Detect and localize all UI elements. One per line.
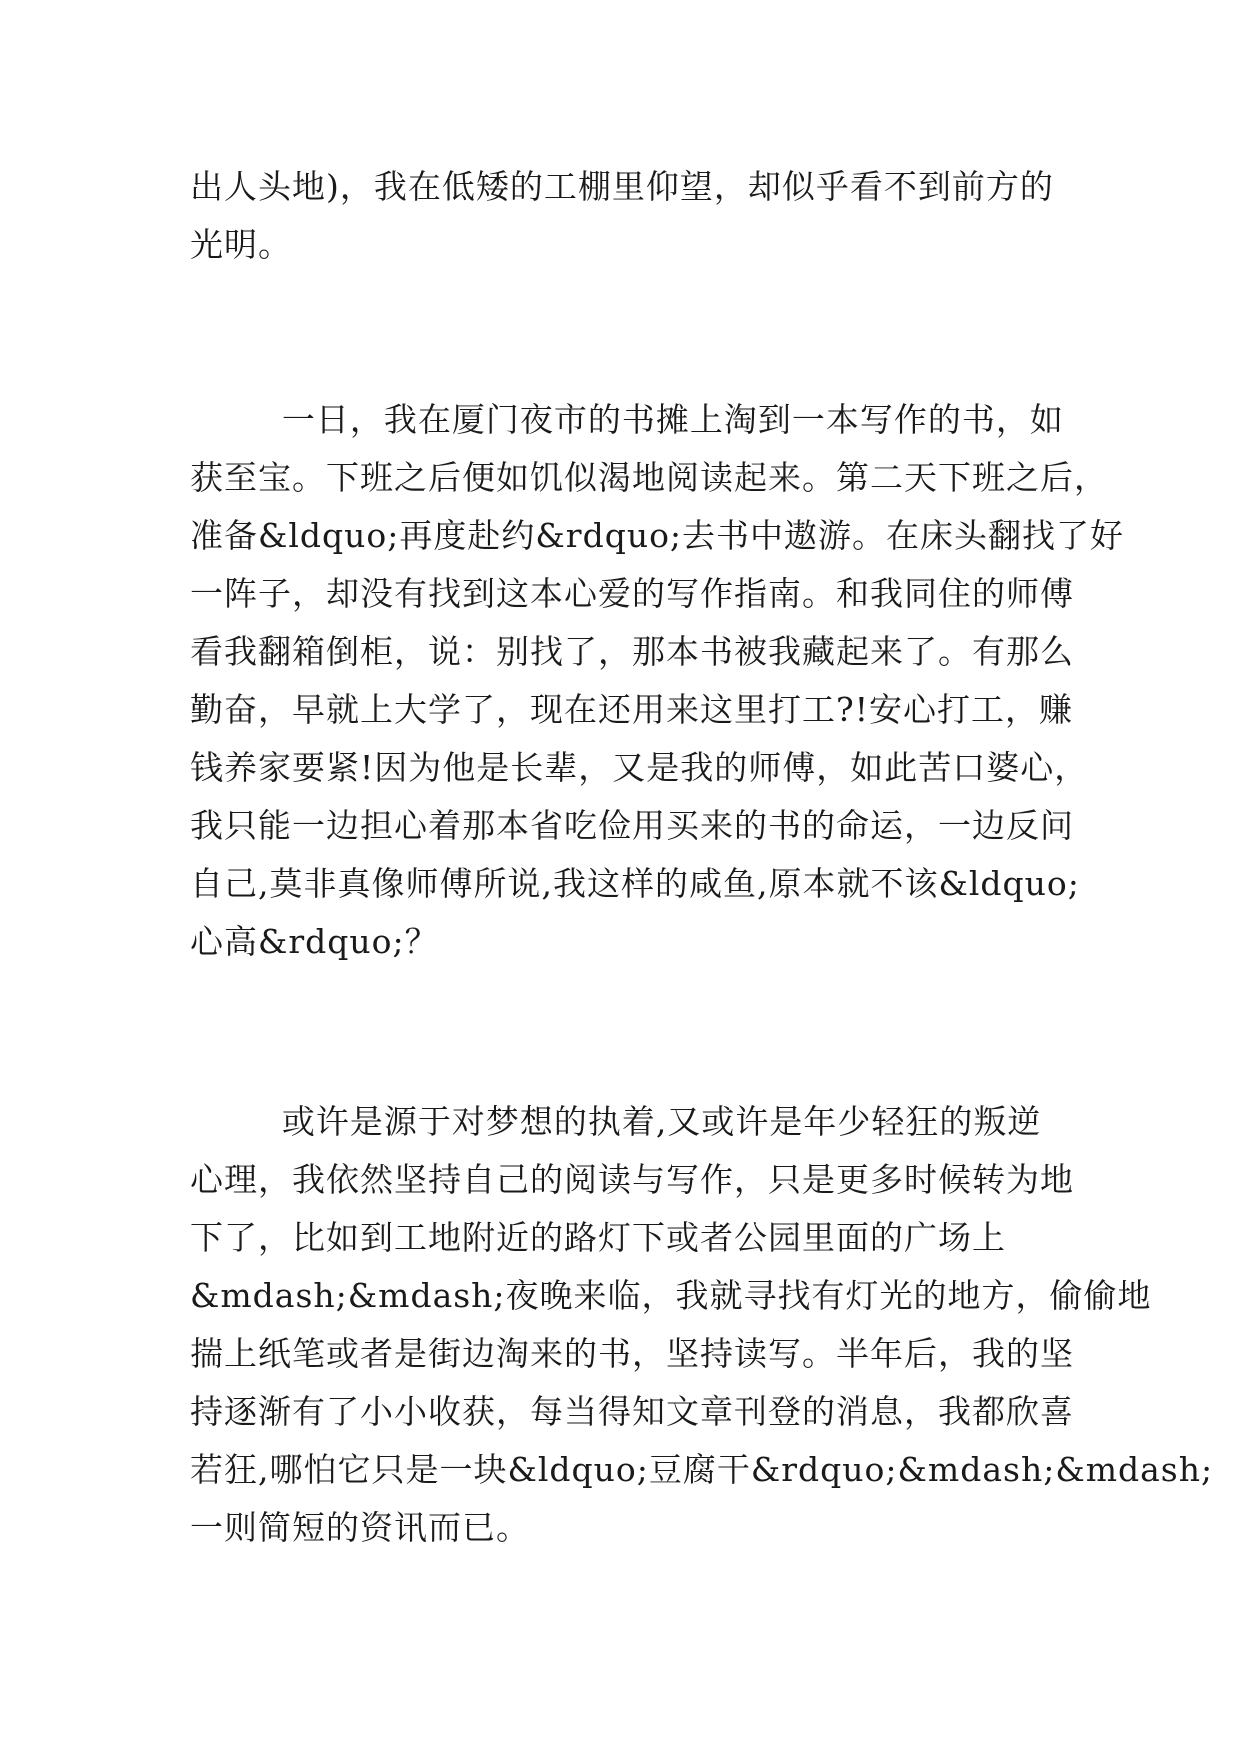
text-line: 若狂,哪怕它只是一块&ldquo;豆腐干&rdquo;&mdash;&mdash; [190,1450,1214,1489]
text-line: 获至宝。下班之后便如饥似渴地阅读起来。第二天下班之后， [190,458,1108,497]
text-line: 光明。 [190,225,292,264]
text-line: 下了，比如到工地附近的路灯下或者公园里面的广场上 [190,1218,1006,1257]
text-line: 心高&rdquo;？ [190,922,439,961]
text-line: 一则简短的资讯而已。 [190,1508,530,1547]
paragraph-3 [190,1093,1214,1557]
paragraph-2 [190,391,1125,971]
text-line: 看我翻箱倒柜，说：别找了，那本书被我藏起来了。有那么 [190,632,1074,671]
text-line: 准备&ldquo;再度赴约&rdquo;去书中遨游。在床头翻找了好 [190,516,1125,555]
text-line: 持逐渐有了小小收获，每当得知文章刊登的消息，我都欣喜 [190,1392,1074,1431]
text-line: 自己,莫非真像师傅所说,我这样的咸鱼,原本就不该&ldquo; [190,864,1080,903]
text-line: 揣上纸笔或者是街边淘来的书，坚持读写。半年后，我的坚 [190,1334,1074,1373]
text-line: 一阵子，却没有找到这本心爱的写作指南。和我同住的师傅 [190,574,1074,613]
text-line: 我只能一边担心着那本省吃俭用买来的书的命运，一边反问 [190,806,1074,845]
text-line: 或许是源于对梦想的执着,又或许是年少轻狂的叛逆 [190,1102,1042,1141]
text-line: 出人头地)，我在低矮的工棚里仰望，却似乎看不到前方的 [190,167,1054,206]
text-line: 勤奋，早就上大学了，现在还用来这里打工?!安心打工，赚 [190,690,1073,729]
text-line: &mdash;&mdash;夜晚来临，我就寻找有灯光的地方，偷偷地 [190,1276,1152,1315]
text-line: 钱养家要紧!因为他是长辈，又是我的师傅，如此苦口婆心， [190,748,1089,787]
text-line: 心理，我依然坚持自己的阅读与写作，只是更多时候转为地 [190,1160,1074,1199]
text-line: 一日，我在厦门夜市的书摊上淘到一本写作的书，如 [190,400,1064,439]
paragraph-1 [190,158,1060,274]
